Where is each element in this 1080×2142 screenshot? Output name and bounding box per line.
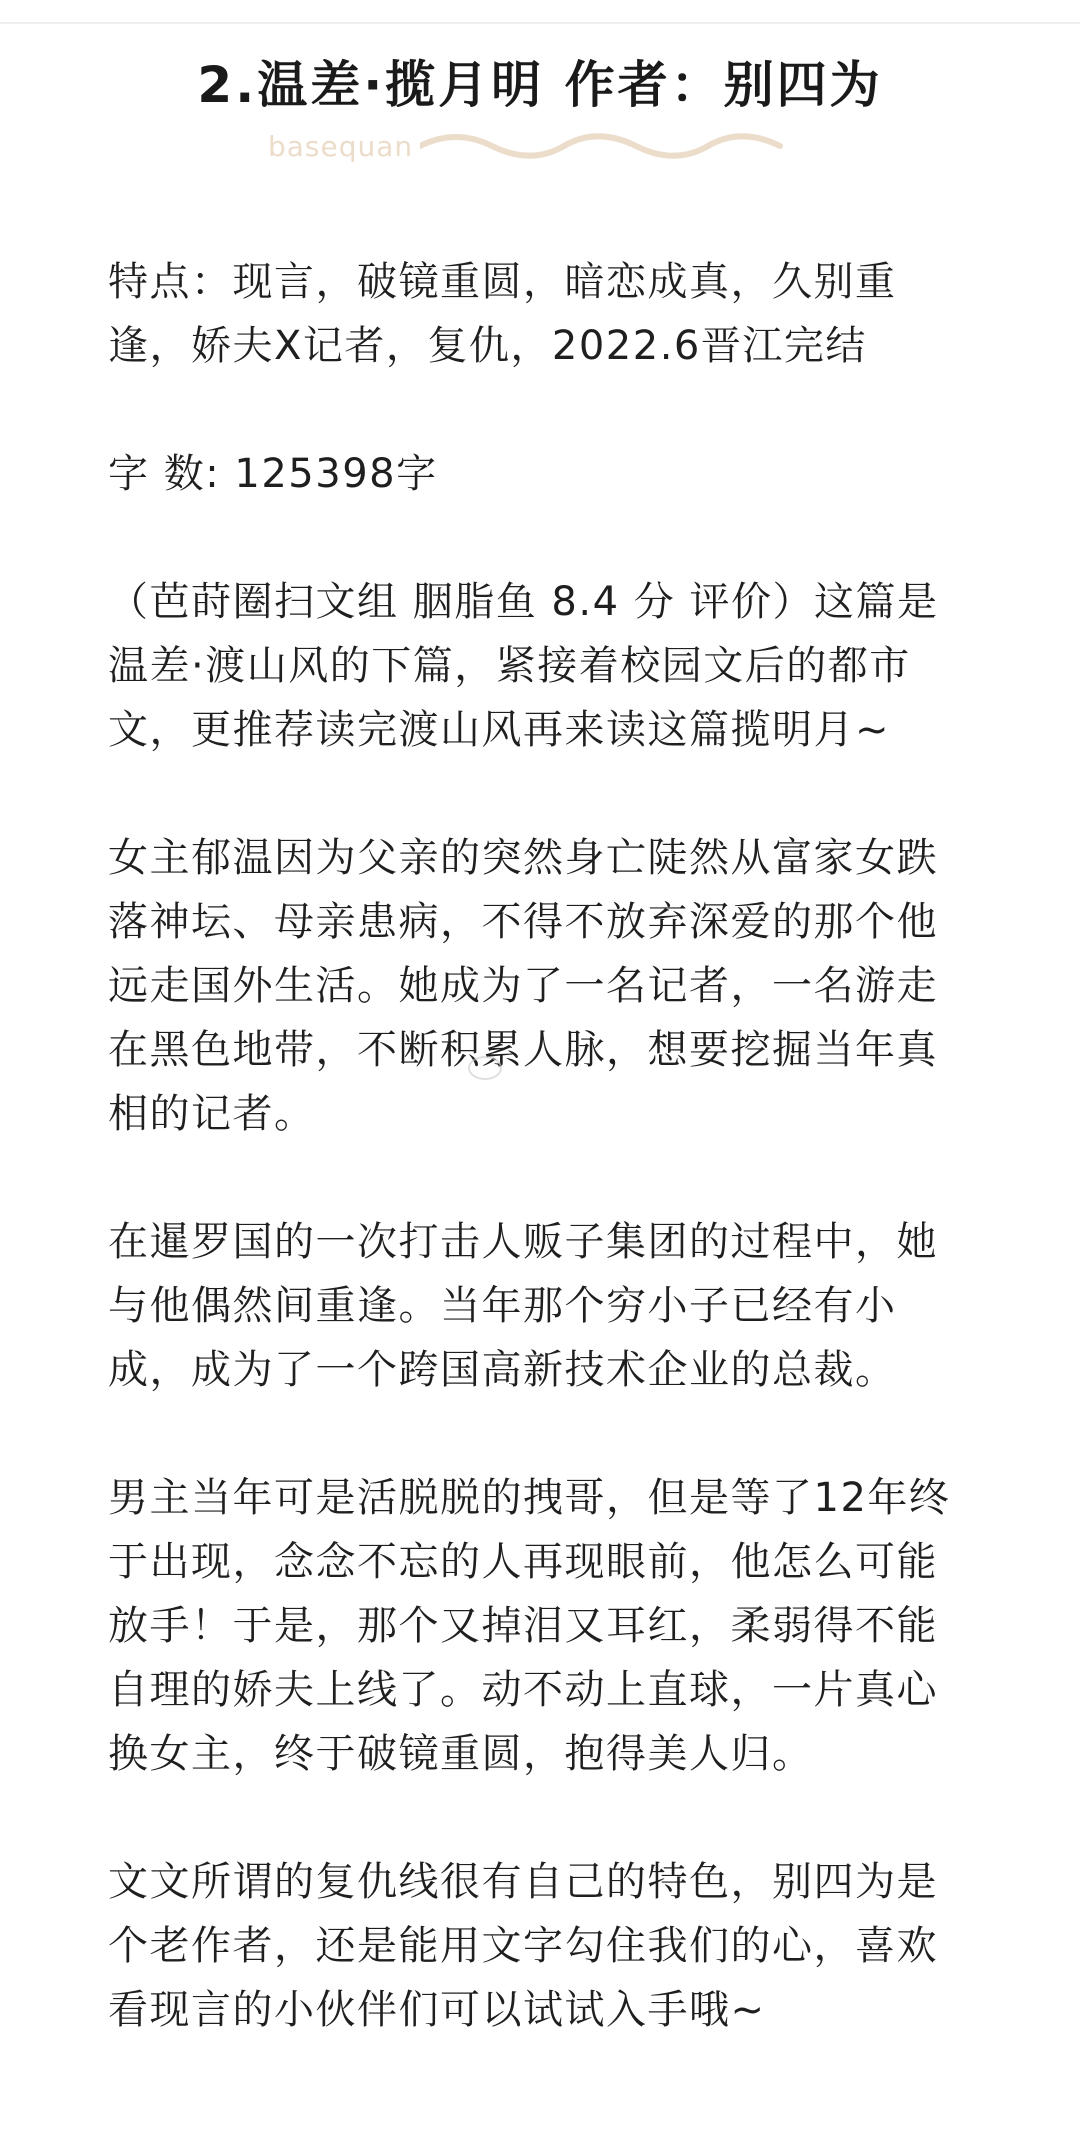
paragraph-review: （芭莳圈扫文组 胭脂鱼 8.4 分 评价）这篇是温差·渡山风的下篇，紧接着校园文后的都市文，更推荐读完渡山风再来读这篇揽明月~ <box>108 579 939 753</box>
title-decoration <box>0 128 1080 168</box>
article-title: 2.温差·揽月明 作者：别四为 <box>197 56 883 114</box>
weibo-logo-icon <box>468 1056 502 1080</box>
article-body <box>108 250 974 2042</box>
paragraph-heroine: 女主郁温因为父亲的突然身亡陡然从富家女跌落神坛、母亲患病，不得不放弃深爱的那个他远走国外生活。她成为了一名记者，一名游走在黑色地带，不断积累人脉，想要挖掘当年真相的记者。 <box>108 835 938 1137</box>
watermark-text: basequan <box>268 130 414 163</box>
top-divider <box>0 22 1080 24</box>
wave-decoration-icon <box>420 132 800 166</box>
weibo-watermark <box>468 1052 508 1082</box>
paragraph-word-count: 字 数: 125398字 <box>108 451 438 497</box>
paragraph-features: 特点：现言，破镜重圆，暗恋成真，久别重逢，娇夫X记者，复仇，2022.6晋江完结 <box>108 259 897 369</box>
paragraph-reunion: 在暹罗国的一次打击人贩子集团的过程中，她与他偶然间重逢。当年那个穷小子已经有小成，成为了一个跨国高新技术企业的总裁。 <box>108 1219 938 1393</box>
paragraph-hero: 男主当年可是活脱脱的拽哥，但是等了12年终于出现，念念不忘的人再现眼前，他怎么可能放手！于是，那个又掉泪又耳红，柔弱得不能自理的娇夫上线了。动不动上直球，一片真心换女主，终于破镜重圆，抱得美人归。 <box>108 1475 951 1777</box>
paragraph-conclusion: 文文所谓的复仇线很有自己的特色，别四为是个老作者，还是能用文字勾住我们的心，喜欢看现言的小伙伴们可以试试入手哦~ <box>108 1859 938 2033</box>
